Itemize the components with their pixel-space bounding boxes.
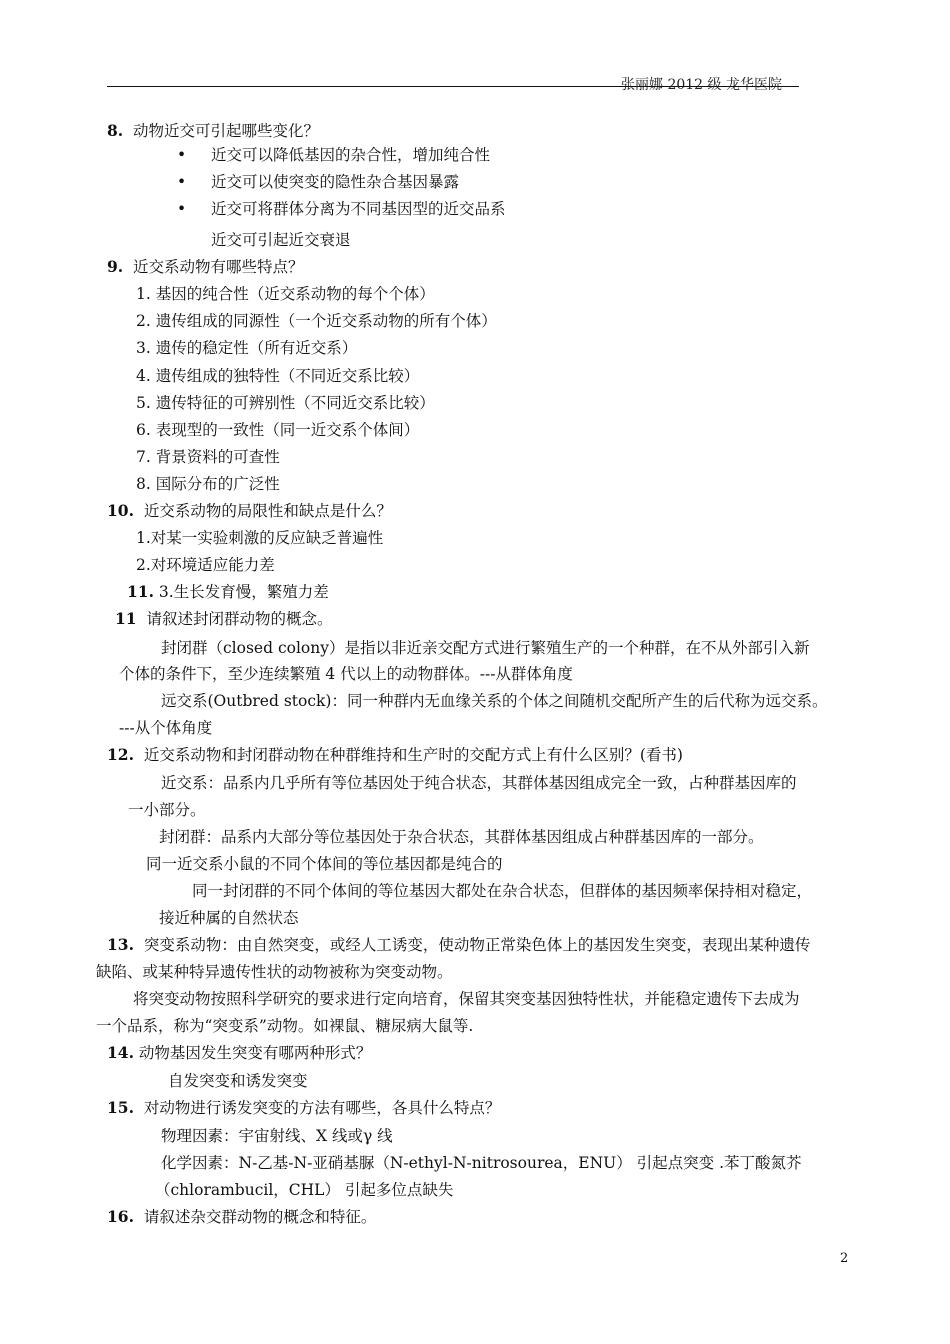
question-title: 近交系动物的局限性和缺点是什么？ xyxy=(143,502,392,520)
question-13 xyxy=(107,935,810,955)
question-14 xyxy=(107,1043,371,1063)
paragraph-line: 一个品系，称为“突变系”动物。如裸鼠、糖尿病大鼠等. xyxy=(96,1017,474,1035)
paragraph-line: 接近种属的自然状态 xyxy=(159,909,299,927)
question-title: 动物基因发生突变有哪两种形式？ xyxy=(138,1044,372,1062)
header-rule xyxy=(107,86,799,87)
question-8 xyxy=(107,121,319,141)
paragraph-line: 缺陷、或某种特异遗传性状的动物被称为突变动物。 xyxy=(96,963,453,981)
question-number: 9. xyxy=(107,257,124,276)
list-item: 1. 基因的纯合性（近交系动物的每个个体） xyxy=(136,285,435,303)
question-number: 11 xyxy=(115,609,137,628)
question-title: 请叙述封闭群动物的概念。 xyxy=(146,610,333,628)
question-number: 10. xyxy=(107,501,134,520)
bullet: • xyxy=(177,200,187,218)
question-11 xyxy=(115,609,332,629)
paragraph-line: 同一近交系小鼠的不同个体间的等位基因都是纯合的 xyxy=(146,855,503,873)
question-10 xyxy=(107,501,392,521)
list-number: 11. xyxy=(127,582,154,601)
bullet: • xyxy=(177,173,187,191)
question-title: 近交系动物和封闭群动物在种群维持和生产时的交配方式上有什么区别？(看书) xyxy=(143,746,683,764)
list-item: 近交可引起近交衰退 xyxy=(211,231,351,249)
list-item: 近交可以降低基因的杂合性，增加纯合性 xyxy=(211,146,491,164)
paragraph-line: 一小部分。 xyxy=(128,801,206,819)
list-item: 2.对环境适应能力差 xyxy=(136,556,275,574)
paragraph-line: 近交系：品系内几乎所有等位基因处于纯合状态，其群体基因组成完全一致，占种群基因库的 xyxy=(161,774,797,792)
question-15 xyxy=(107,1098,500,1118)
paragraph-line: 封闭群：品系内大部分等位基因处于杂合状态，其群体基因组成占种群基因库的一部分。 xyxy=(159,828,764,846)
question-number: 12. xyxy=(107,745,134,764)
question-title: 请叙述杂交群动物的概念和特征。 xyxy=(143,1208,377,1226)
paragraph-line: 将突变动物按照科学研究的要求进行定向培育，保留其突变基因独特性状，并能稳定遗传下去成为 xyxy=(133,990,800,1008)
paragraph-line: 个体的条件下，至少连续繁殖 4 代以上的动物群体。---从群体角度 xyxy=(119,665,573,683)
bullet: • xyxy=(177,146,187,164)
question-16 xyxy=(107,1207,376,1227)
list-item: 8. 国际分布的广泛性 xyxy=(136,475,280,493)
list-item: 7. 背景资料的可查性 xyxy=(136,448,280,466)
list-item: 1.对某一实验刺激的反应缺乏普遍性 xyxy=(136,529,384,547)
paragraph-line: 封闭群（closed colony）是指以非近亲交配方式进行繁殖生产的一个种群，在不从外部引入新 xyxy=(161,639,810,657)
paragraph-line: 远交系(Outbred stock)：同一种群内无血缘关系的个体之间随机交配所产生的后代称为远交系。 xyxy=(161,692,828,710)
question-title: 动物近交可引起哪些变化？ xyxy=(133,122,320,140)
question-number: 13. xyxy=(107,935,134,954)
question-number: 15. xyxy=(107,1098,134,1117)
list-item: 2. 遗传组成的同源性（一个近交系动物的所有个体） xyxy=(136,312,497,330)
list-item: 6. 表现型的一致性（同一近交系个体间） xyxy=(136,421,420,439)
list-item: 4. 遗传组成的独特性（不同近交系比较） xyxy=(136,367,420,385)
list-item: 5. 遗传特征的可辨别性（不同近交系比较） xyxy=(136,394,435,412)
paragraph-line: 突变系动物：由自然突变，或经人工诱变，使动物正常染色体上的基因发生突变，表现出某种遗传 xyxy=(143,936,811,954)
answer-line: 物理因素：宇宙射线、X 线或γ 线 xyxy=(161,1127,393,1145)
question-12 xyxy=(107,745,683,765)
question-number: 14. xyxy=(107,1043,134,1062)
answer-line: 化学因素：N-乙基-N-亚硝基脲（N-ethyl-N-nitrosourea，ENU） 引起点突变 .苯丁酸氮芥 xyxy=(161,1154,802,1172)
question-number: 8. xyxy=(107,121,124,140)
list-item: 近交可将群体分离为不同基因型的近交品系 xyxy=(211,200,506,218)
list-item: 3. 遗传的稳定性（所有近交系） xyxy=(136,339,358,357)
list-text: 3.生长发育慢，繁殖力差 xyxy=(158,583,329,601)
question-number: 16. xyxy=(107,1207,134,1226)
paragraph-line: ---从个体角度 xyxy=(119,719,213,737)
paragraph-line: 同一封闭群的不同个体间的等位基因大都处在杂合状态，但群体的基因频率保持相对稳定， xyxy=(192,882,813,900)
list-item xyxy=(127,582,329,602)
answer-line: （chlorambucil，CHL） 引起多位点缺失 xyxy=(155,1181,454,1199)
page-header: 张丽娜 2012 级 龙华医院 xyxy=(621,77,782,93)
list-item: 近交可以使突变的隐性杂合基因暴露 xyxy=(211,173,460,191)
question-title: 对动物进行诱发突变的方法有哪些，各具什么特点？ xyxy=(143,1099,501,1117)
answer-line: 自发突变和诱发突变 xyxy=(168,1072,308,1090)
question-9 xyxy=(107,257,304,277)
question-title: 近交系动物有哪些特点？ xyxy=(133,258,304,276)
page-number: 2 xyxy=(840,1251,849,1266)
